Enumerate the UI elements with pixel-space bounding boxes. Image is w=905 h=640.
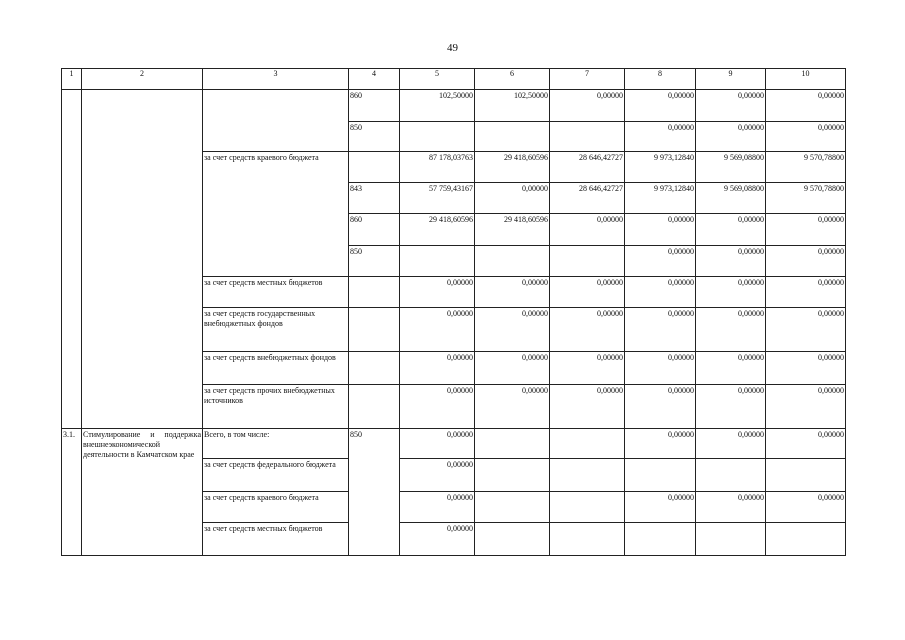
value-cell: 0,00000: [625, 492, 696, 523]
value-cell: 0,00000: [766, 429, 846, 459]
value-cell: [766, 459, 846, 492]
value-cell: 28 646,42727: [550, 183, 625, 214]
header-cell: 4: [349, 69, 400, 90]
value-cell: 0,00000: [696, 352, 766, 385]
funding-source-cell: за счет средств внебюджетных фондов: [203, 352, 349, 385]
header-cell: 9: [696, 69, 766, 90]
code-cell: [349, 152, 400, 183]
code-cell: [349, 308, 400, 352]
value-cell: 0,00000: [696, 429, 766, 459]
header-cell: 2: [82, 69, 203, 90]
code-cell: 860: [349, 90, 400, 122]
funding-source-cell: за счет средств федерального бюджета: [203, 459, 349, 492]
activity-name-cell: [82, 90, 203, 429]
row-number-cell: 3.1.: [62, 429, 82, 556]
funding-source-cell: за счет средств прочих внебюджетных источников: [203, 385, 349, 429]
value-cell: 0,00000: [400, 352, 475, 385]
funding-source-cell: за счет средств местных бюджетов: [203, 277, 349, 308]
value-cell: 0,00000: [766, 214, 846, 246]
value-cell: 9 973,12840: [625, 183, 696, 214]
header-cell: 6: [475, 69, 550, 90]
value-cell: 0,00000: [475, 277, 550, 308]
table-row: [62, 90, 846, 122]
value-cell: 0,00000: [625, 429, 696, 459]
value-cell: [475, 492, 550, 523]
value-cell: [475, 246, 550, 277]
code-cell: 850: [349, 429, 400, 556]
budget-table: [61, 68, 846, 556]
value-cell: [400, 246, 475, 277]
funding-source-cell: за счет средств краевого бюджета: [203, 492, 349, 523]
value-cell: [550, 429, 625, 459]
value-cell: 0,00000: [400, 308, 475, 352]
value-cell: 29 418,60596: [475, 152, 550, 183]
value-cell: 102,50000: [400, 90, 475, 122]
header-row: [62, 69, 846, 90]
value-cell: 0,00000: [550, 385, 625, 429]
value-cell: [550, 122, 625, 152]
code-cell: 843: [349, 183, 400, 214]
header-cell: 7: [550, 69, 625, 90]
value-cell: 0,00000: [766, 308, 846, 352]
value-cell: 0,00000: [625, 308, 696, 352]
table-row: [62, 429, 846, 459]
value-cell: [475, 523, 550, 556]
value-cell: 0,00000: [400, 492, 475, 523]
value-cell: 0,00000: [766, 90, 846, 122]
code-cell: 860: [349, 214, 400, 246]
value-cell: 9 570,78800: [766, 183, 846, 214]
activity-name-cell: Стимулирование и поддержка внешнеэкономической деятельности в Камчатском крае: [82, 429, 203, 556]
value-cell: 9 569,08800: [696, 183, 766, 214]
value-cell: [696, 523, 766, 556]
header-cell: 5: [400, 69, 475, 90]
funding-source-cell: [203, 90, 349, 152]
value-cell: 0,00000: [766, 277, 846, 308]
value-cell: 0,00000: [550, 214, 625, 246]
value-cell: 102,50000: [475, 90, 550, 122]
value-cell: [550, 246, 625, 277]
funding-source-cell: за счет средств государственных внебюджетных фондов: [203, 308, 349, 352]
value-cell: 0,00000: [696, 277, 766, 308]
value-cell: 9 570,78800: [766, 152, 846, 183]
value-cell: 0,00000: [475, 352, 550, 385]
row-number-cell: [62, 90, 82, 429]
value-cell: 0,00000: [766, 246, 846, 277]
value-cell: 0,00000: [696, 308, 766, 352]
value-cell: 0,00000: [766, 492, 846, 523]
value-cell: 0,00000: [766, 385, 846, 429]
header-cell: 8: [625, 69, 696, 90]
code-cell: [349, 352, 400, 385]
value-cell: 0,00000: [550, 90, 625, 122]
code-cell: 850: [349, 122, 400, 152]
value-cell: 0,00000: [625, 277, 696, 308]
page-number: 49: [447, 42, 458, 54]
value-cell: 0,00000: [475, 308, 550, 352]
value-cell: 0,00000: [766, 352, 846, 385]
value-cell: [696, 459, 766, 492]
value-cell: 0,00000: [400, 459, 475, 492]
value-cell: [550, 523, 625, 556]
value-cell: 0,00000: [400, 429, 475, 459]
value-cell: 29 418,60596: [475, 214, 550, 246]
value-cell: 0,00000: [625, 246, 696, 277]
value-cell: [475, 122, 550, 152]
value-cell: 0,00000: [625, 385, 696, 429]
value-cell: 0,00000: [625, 214, 696, 246]
value-cell: 29 418,60596: [400, 214, 475, 246]
code-cell: [349, 277, 400, 308]
funding-source-cell: Всего, в том числе:: [203, 429, 349, 459]
value-cell: 0,00000: [696, 246, 766, 277]
value-cell: [625, 523, 696, 556]
value-cell: 0,00000: [400, 385, 475, 429]
value-cell: [625, 459, 696, 492]
value-cell: 0,00000: [625, 122, 696, 152]
value-cell: 28 646,42727: [550, 152, 625, 183]
header-cell: 10: [766, 69, 846, 90]
value-cell: 0,00000: [696, 385, 766, 429]
value-cell: 0,00000: [550, 308, 625, 352]
value-cell: 0,00000: [400, 277, 475, 308]
value-cell: [550, 492, 625, 523]
value-cell: [475, 429, 550, 459]
value-cell: 9 973,12840: [625, 152, 696, 183]
value-cell: [550, 459, 625, 492]
value-cell: 0,00000: [475, 385, 550, 429]
code-cell: [349, 385, 400, 429]
value-cell: 0,00000: [400, 523, 475, 556]
value-cell: 0,00000: [550, 277, 625, 308]
funding-source-cell: за счет средств краевого бюджета: [203, 152, 349, 277]
value-cell: [400, 122, 475, 152]
value-cell: 0,00000: [625, 90, 696, 122]
header-cell: 3: [203, 69, 349, 90]
value-cell: 57 759,43167: [400, 183, 475, 214]
header-cell: 1: [62, 69, 82, 90]
value-cell: 0,00000: [696, 90, 766, 122]
value-cell: [766, 523, 846, 556]
value-cell: 87 178,03763: [400, 152, 475, 183]
value-cell: 9 569,08800: [696, 152, 766, 183]
funding-source-cell: за счет средств местных бюджетов: [203, 523, 349, 556]
value-cell: 0,00000: [475, 183, 550, 214]
value-cell: 0,00000: [766, 122, 846, 152]
value-cell: 0,00000: [696, 492, 766, 523]
code-cell: 850: [349, 246, 400, 277]
value-cell: 0,00000: [696, 214, 766, 246]
value-cell: 0,00000: [550, 352, 625, 385]
value-cell: 0,00000: [696, 122, 766, 152]
value-cell: 0,00000: [625, 352, 696, 385]
value-cell: [475, 459, 550, 492]
